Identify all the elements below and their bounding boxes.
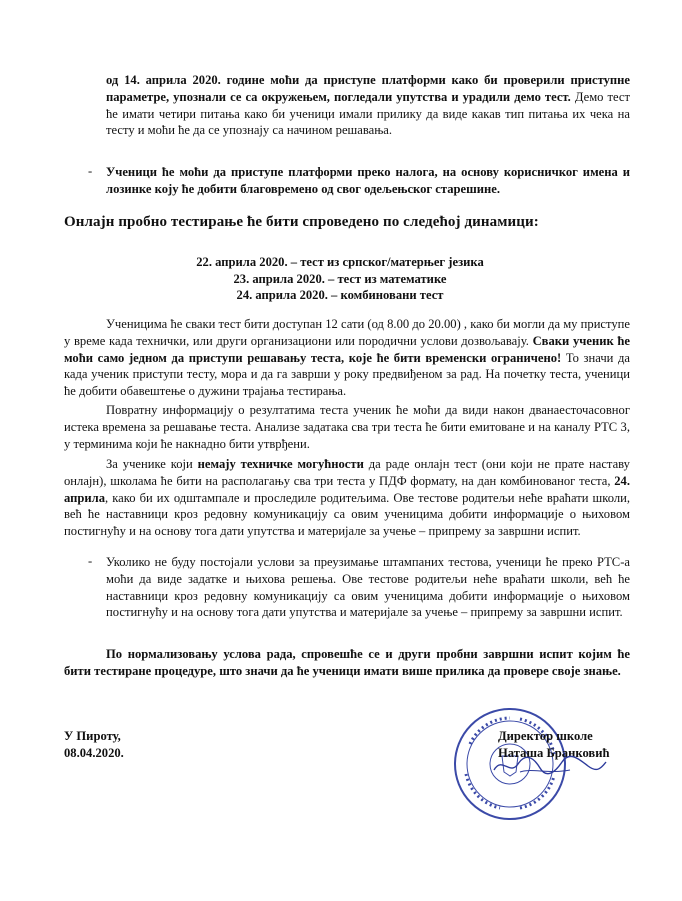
paragraph-text: То значи да када ученик приступи тесту, мора и да га заврши у року предвиђеном за рад. На почетку теста, ученици ће добити обавештење о дужини трајања тестирања. xyxy=(64,350,631,399)
schedule-item: 23. априла 2020. – тест из математике xyxy=(233,271,447,286)
place-text: У Пироту, xyxy=(64,729,121,743)
paragraph-test-availability xyxy=(64,316,630,400)
paragraph-text: Ученицима ће сваки тест бити доступан 12 сати (од 8.00 до 20.00) , како би могли да му приступе у време када технички, или други организациони или породични услови дозвољавају. xyxy=(64,317,630,348)
paragraph-no-technical-means xyxy=(64,456,630,540)
paragraph-results-feedback xyxy=(64,402,630,452)
paragraph-text: За ученике који xyxy=(106,457,198,471)
schedule-item: 22. априла 2020. – тест из српског/матерњег језика xyxy=(196,255,484,269)
paragraph-text: По нормализовању услова рада, спровешће се и други пробни завршни испит којим ће бити тестиране процедуре, што значи да ће ученици имати више прилика да провере своје знање. xyxy=(64,647,630,678)
handwritten-signature xyxy=(490,750,610,780)
paragraph-closing xyxy=(64,646,630,680)
paragraph-text: , како би их одштампале и проследиле родитељима. Ове тестове родитељи неће враћати школи, већ ће наставници кроз редовну комуникацију са овим ученицима добити информације о њиховом постигнућу и на основу тога дати упутства и материјале за учење – припрему за завршни испит. xyxy=(64,490,630,539)
test-schedule xyxy=(90,254,590,304)
paragraph-text: Демо тест ће имати четири питања како би ученици имали прилику да виде какав тип питања их чека на тесту и моћи ће да се упознају са начином решавања. xyxy=(106,89,630,138)
paragraph-platform-access xyxy=(106,72,630,139)
paragraph-bold-lead: од 14. априла 2020. године моћи да приступе платформи како би проверили приступне параметре, упознали се са окружењем, погледали упутства и урадили демо тест. xyxy=(106,73,630,104)
paragraph-bold: Сваки ученик ће моћи само једном да приступи решавању теста, које ће бити временски ограничено! xyxy=(64,333,630,365)
schedule-heading: Онлајн пробно тестирање ће бити спроведено по следећој динамици: xyxy=(64,214,539,230)
signer-name: Наташа Бранковић xyxy=(498,746,610,760)
paragraph-text: Повратну информацију о резултатима теста ученик ће моћи да види након дванаесточасовног истека времена за решавање теста. Анализе задатака сва три теста ће бити емитоване и на каналу РТС 3, у терминима који ће накнадно бити утврђени. xyxy=(64,403,630,451)
bullet-marker: - xyxy=(88,554,93,568)
paragraph-text: да раде онлајн тест (они који не прате наставу онлајн), школама ће бити на располагању сва три теста у ПДФ формату, на дан комбинованог теста, xyxy=(64,457,630,488)
bullet-text: Уколико не буду постојали услови за преузимање штампаних тестова, ученици ће преко РТС-а моћи да виде задатке и њихова решења. Ове тестове родитељи неће враћати школи, већ ће наставници кроз редовну комуникацију са овим ученицима добити информације о њиховом постигнућу и на основу тога дати упутства и материјале за учење – припрему за завршни испит. xyxy=(106,555,630,620)
bullet-marker: - xyxy=(88,164,93,178)
schedule-item: 24. априла 2020. – комбиновани тест xyxy=(236,288,444,302)
date-text: 08.04.2020. xyxy=(64,746,124,760)
bullet-login-info xyxy=(106,164,630,198)
signer-title: Директор школе xyxy=(498,729,593,743)
bullet-text: Ученици ће моћи да приступе платформи преко налога, на основу корисничког имена и лозинке коју ће добити благовремено од свог одељењског старешине. xyxy=(106,165,630,196)
bullet-rts-broadcast xyxy=(106,554,630,621)
paragraph-bold: 24. априла xyxy=(64,473,630,505)
paragraph-bold: немају техничке могућности xyxy=(197,457,364,471)
place-date-block xyxy=(64,728,124,762)
